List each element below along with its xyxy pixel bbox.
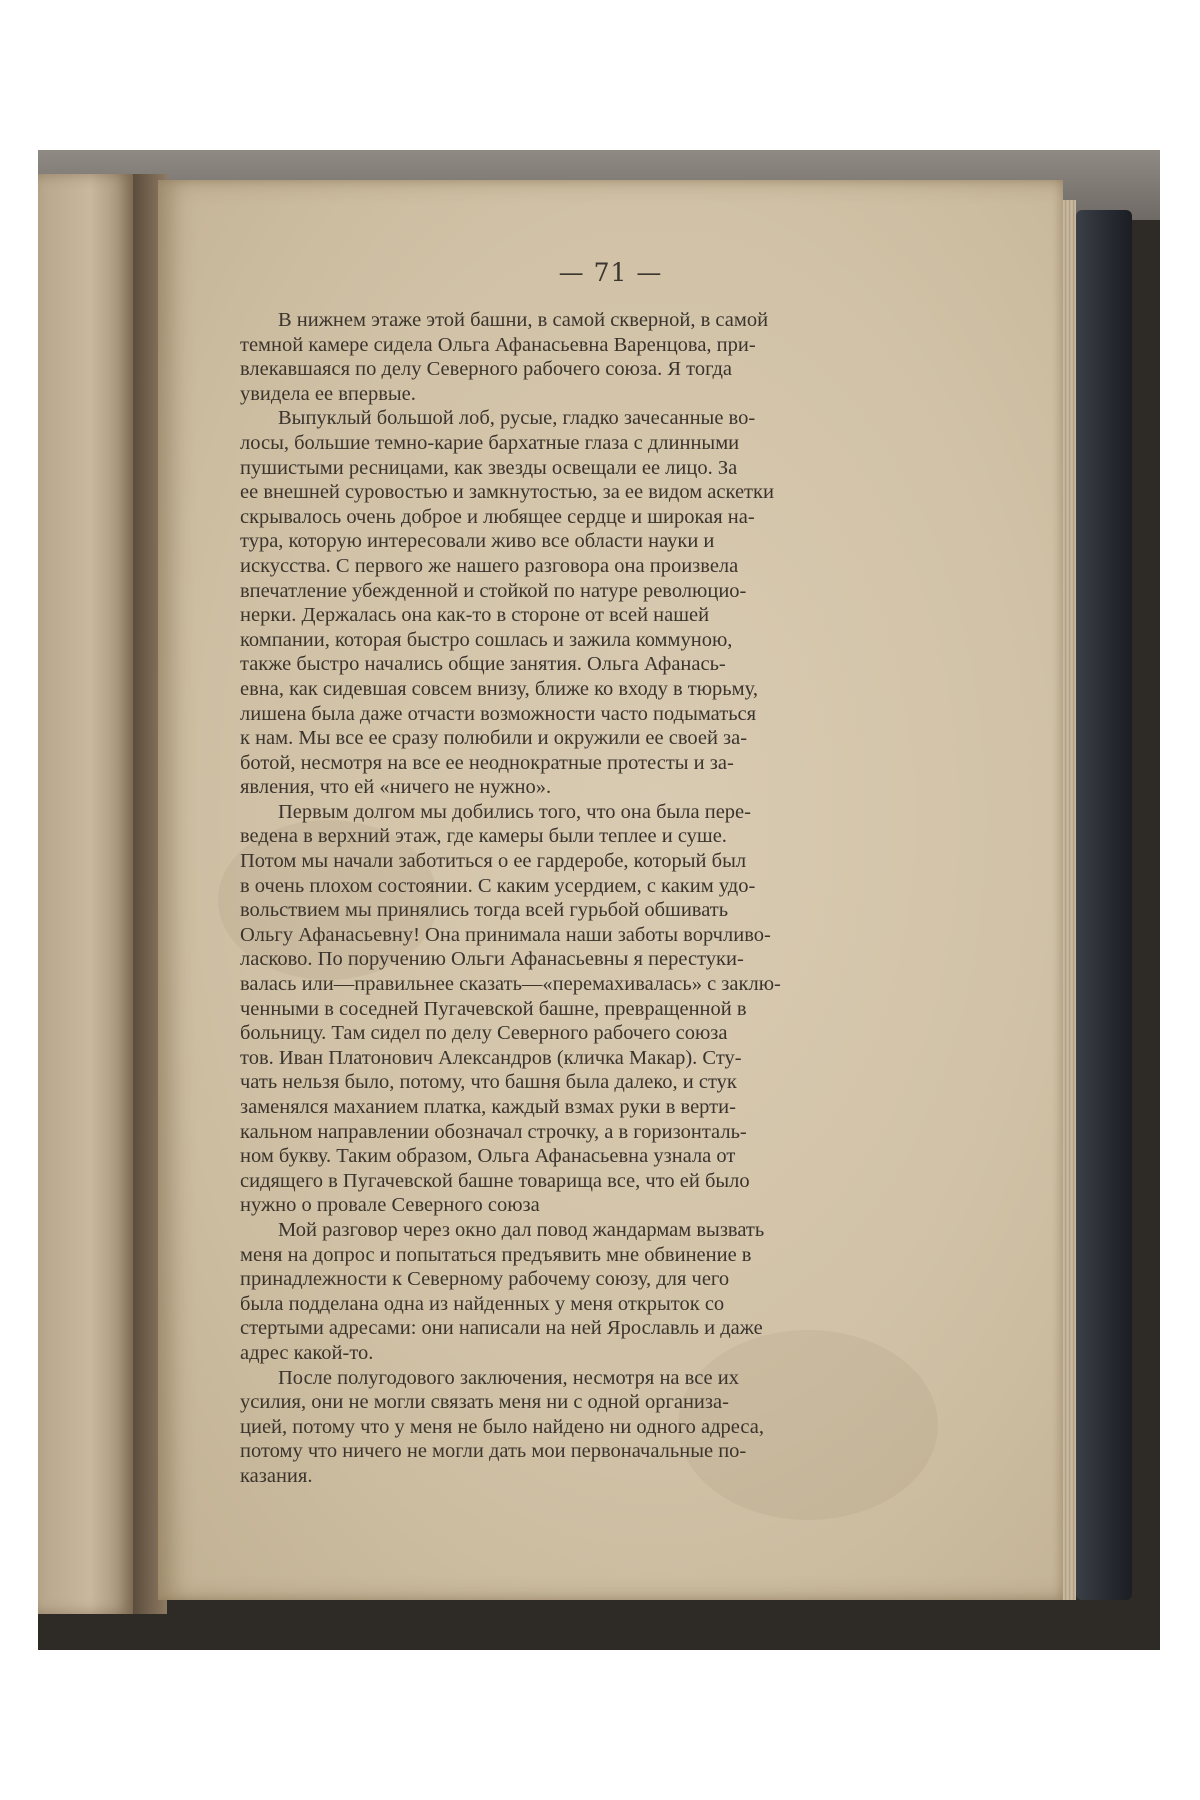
text-line: была подделана одна из найденных у меня открыток со: [240, 1292, 725, 1315]
text-line: вольствием мы принялись тогда всей гурьбой обшивать: [240, 899, 729, 922]
book-page: [158, 180, 1063, 1600]
text-line: усилия, они не могли связать меня ни с одной организа-: [240, 1391, 729, 1414]
text-line: ее внешней суровостью и замкнутостью, за ее видом аскетки: [240, 481, 774, 504]
text-line: скрывалось очень доброе и любящее сердце и широкая на-: [240, 505, 755, 528]
text-line: потому что ничего не могли дать мои первоначальные по-: [240, 1440, 747, 1463]
text-line: В нижнем этаже этой башни, в самой скверной, в самой: [278, 309, 769, 331]
text-line: ном букву. Таким образом, Ольга Афанасьевна узнала от: [240, 1145, 736, 1168]
text-line: тура, которую интересовали живо все области науки и: [240, 530, 715, 553]
text-line: влекавшаяся по делу Северного рабочего союза. Я тогда: [240, 358, 732, 381]
text-line: евна, как сидевшая совсем внизу, ближе ко входу в тюрьму,: [240, 677, 758, 700]
text-line: Выпуклый большой лоб, русые, гладко зачесанные во-: [278, 407, 756, 430]
text-line: После полугодового заключения, несмотря на все их: [278, 1366, 739, 1389]
text-line: лишена была даже отчасти возможности часто подыматься: [240, 702, 757, 725]
text-line: искусства. С первого же нашего разговора она произвела: [240, 554, 739, 577]
text-line: впечатление убежденной и стойкой по натуре революцио-: [240, 579, 747, 602]
text-line: ботой, несмотря на все ее неоднократные протесты и за-: [240, 751, 734, 774]
text-line: стертыми адресами: они написали на ней Ярославль и даже: [240, 1317, 763, 1340]
text-line: больницу. Там сидел по делу Северного рабочего союза: [240, 1022, 728, 1045]
text-line: кальном направлении обозначал строчку, а в горизонталь-: [240, 1120, 747, 1143]
page-text: [240, 308, 954, 1489]
text-line: нерки. Держалась она как-то в стороне от всей нашей: [240, 604, 710, 627]
text-line: Ольгу Афанасьевну! Она принимала наши заботы ворчливо-: [240, 923, 771, 946]
text-line: заменялся маханием платка, каждый взмах руки в верти-: [240, 1096, 736, 1118]
text-line: сидящего в Пугачевской башне товарища все, что ей было: [240, 1169, 750, 1192]
text-line: в очень плохом состоянии. С каким усердием, с каким удо-: [240, 874, 756, 897]
book-photo: [38, 150, 1160, 1650]
text-line: Первым долгом мы добились того, что она была пере-: [278, 800, 751, 823]
text-line: явления, что ей «ничего не нужно».: [240, 776, 552, 799]
book-cover: [1076, 210, 1132, 1600]
text-line: нужно о провале Северного союза: [240, 1194, 540, 1217]
text-line: валась или—правильнее сказать—«перемахивалась» с заклю-: [240, 973, 781, 996]
text-line: увидела ее впервые.: [240, 382, 416, 405]
text-line: темной камере сидела Ольга Афанасьевна Варенцова, при-: [240, 333, 756, 356]
text-line: также быстро начались общие занятия. Ольга Афанась-: [240, 653, 726, 676]
text-line: цией, потому что у меня не было найдено ни одного адреса,: [240, 1415, 764, 1438]
text-line: ченными в соседней Пугачевской башне, превращенной в: [240, 997, 747, 1020]
text-line: чать нельзя было, потому, что башня была далеко, и стук: [240, 1071, 737, 1094]
text-line: компании, которая быстро сошлась и зажила коммуною,: [240, 628, 733, 651]
text-line: Потом мы начали заботиться о ее гардеробе, который был: [240, 850, 747, 873]
left-page-edge: [38, 174, 133, 1614]
text-line: меня на допрос и попытаться предъявить мне обвинение в: [240, 1243, 752, 1266]
text-line: ласково. По поручению Ольги Афанасьевны я перестуки-: [240, 948, 744, 971]
text-line: пушистыми ресницами, как звезды освещали ее лицо. За: [240, 456, 738, 479]
text-line: тов. Иван Платонович Александров (кличка Макар). Сту-: [240, 1046, 742, 1069]
text-line: лосы, большие темно-карие бархатные глаза с длинными: [240, 431, 740, 454]
text-line: к нам. Мы все ее сразу полюбили и окружили ее своей за-: [240, 727, 748, 750]
page-number: — 71 —: [558, 258, 663, 287]
text-line: казания.: [240, 1464, 313, 1487]
text-line: Мой разговор через окно дал повод жандармам вызвать: [278, 1218, 765, 1241]
text-line: ведена в верхний этаж, где камеры были теплее и суше.: [240, 825, 727, 848]
text-line: адрес какой-то.: [240, 1341, 374, 1364]
text-line: принадлежности к Северному рабочему союзу, для чего: [240, 1268, 730, 1291]
